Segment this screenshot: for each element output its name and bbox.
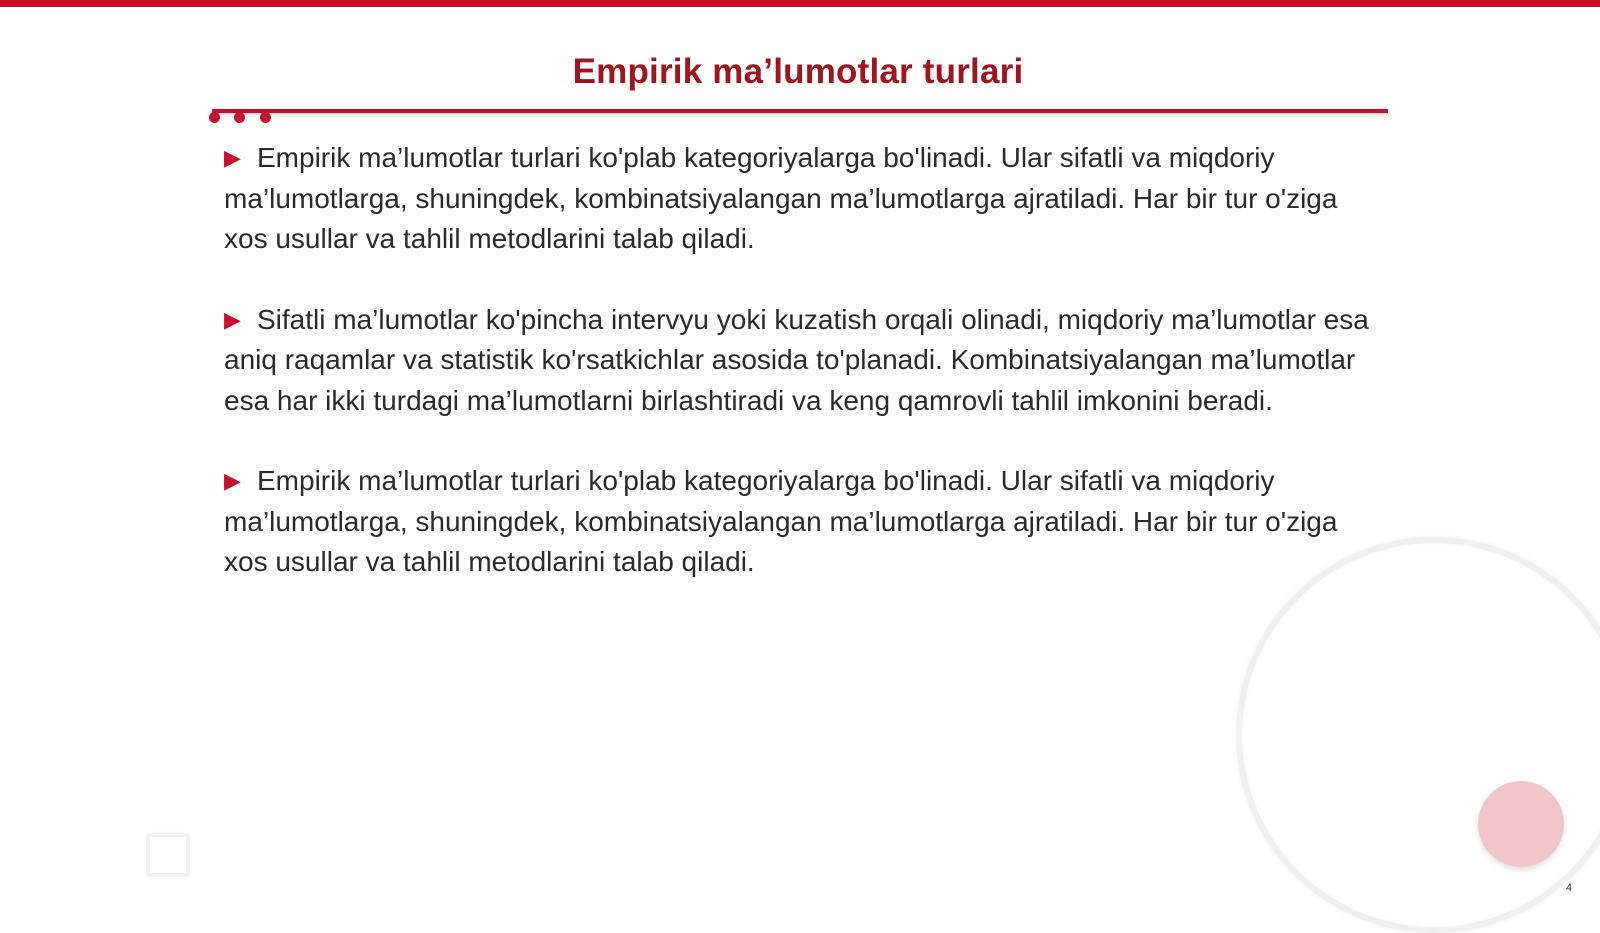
bullet-arrow-icon: ▶ (224, 468, 241, 493)
underline-dot-3 (260, 112, 271, 123)
bullet-paragraph-3 (224, 461, 1384, 583)
slide-title: Empirik ma’lumotlar turlari (572, 52, 1024, 91)
decorative-pink-circle (1478, 781, 1564, 867)
decorative-square (146, 833, 190, 877)
paragraph-text: Empirik ma’lumotlar turlari ko'plab kategoriyalarga bo'linadi. Ular sifatli va miqdoriy ma’lumotlarga, shuningdek, kombinatsiyalangan ma’lumotlarga ajratiladi. Har bir tur o'ziga xos usullar va tahlil metodlarini talab qiladi. (224, 142, 1338, 254)
paragraph-text: Empirik ma’lumotlar turlari ko'plab kategoriyalarga bo'linadi. Ular sifatli va miqdoriy ma’lumotlarga, shuningdek, kombinatsiyalangan ma’lumotlarga ajratiladi. Har bir tur o'ziga xos usullar va tahlil metodlarini talab qiladi. (224, 465, 1338, 577)
top-accent-stripe (0, 0, 1600, 7)
underline-dot-2 (234, 112, 245, 123)
underline-dot-1 (209, 112, 220, 123)
bullet-arrow-icon: ▶ (224, 145, 241, 170)
bullet-paragraph-1 (224, 138, 1384, 260)
title-underline (212, 109, 1388, 113)
paragraph-text: Sifatli ma’lumotlar ko'pincha intervyu yoki kuzatish orqali olinadi, miqdoriy ma’lumotlar esa aniq raqamlar va statistik ko'rsatkichlar asosida to'planadi. Kombinatsiyalangan ma’lumotlar esa har ikki turdagi ma’lumotlarni birlashtiradi va keng qamrovli tahlil imkonini beradi. (224, 303, 1369, 416)
slide-body (224, 138, 1384, 623)
page-number: 4 (1565, 882, 1572, 894)
bullet-arrow-icon: ▶ (224, 306, 241, 332)
bullet-paragraph-2 (224, 300, 1384, 422)
